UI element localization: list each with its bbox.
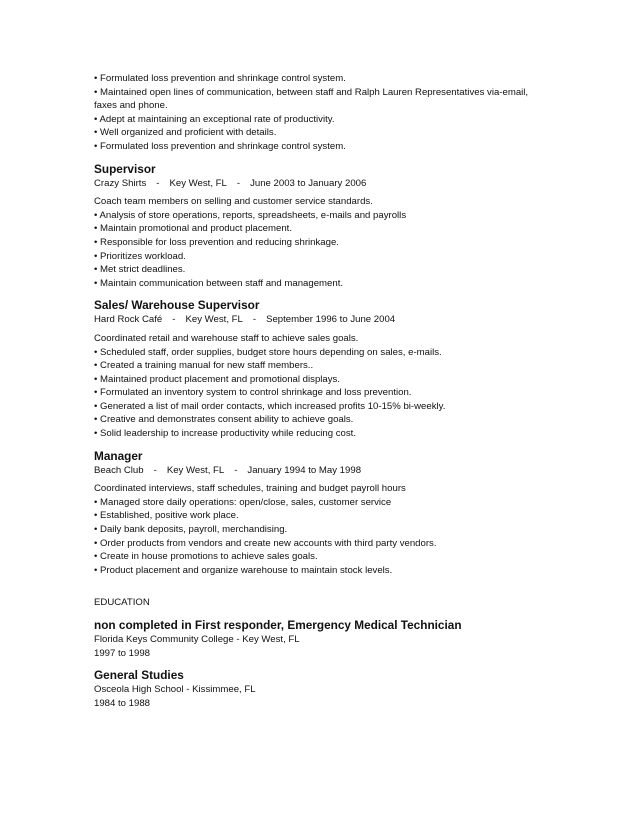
bullet-item: • Create in house promotions to achieve sales goals. [94,551,318,563]
education-title: General Studies [94,668,184,683]
bullet-item: • Well organized and proficient with details. [94,127,277,139]
job-title: Manager [94,448,143,463]
bullet-item: • Established, positive work place. [94,510,239,522]
education-entry [94,618,544,660]
job-entry [94,298,544,440]
section-heading: EDUCATION [94,597,150,609]
job-dates: September 1996 to June 2004 [266,314,396,326]
education-dates: 1984 to 1988 [94,697,151,709]
job-dates: January 1994 to May 1998 [247,464,362,476]
resume-page [94,72,544,710]
education-title: non completed in First responder, Emergency Medical Technician [94,618,462,632]
intro-bullets [94,72,544,154]
bullet-item: • Maintain communication between staff and management. [94,277,344,289]
bullet-item: • Met strict deadlines. [94,264,186,276]
job-location: Key West, FL [166,464,225,476]
bullet-item: • Maintained open lines of communication, between staff and Ralph Lauren Representatives via-email, faxes and phone. [94,86,529,112]
job-title: Sales/ Warehouse Supervisor [94,298,260,313]
bullet-item: • Generated a list of mail order contacts, which increased profits 10-15% bi-weekly. [94,400,446,412]
bullet-item: • Managed store daily operations: open/close, sales, customer service [94,496,392,508]
education-dates: 1997 to 1998 [94,647,151,659]
job-company: Hard Rock Café [94,314,163,326]
bullet-item: • Product placement and organize warehouse to maintain stock levels. [94,564,393,576]
bullet-item: • Creative and demonstrates consent ability to achieve goals. [94,414,354,426]
job-summary: Coordinated retail and warehouse staff to achieve sales goals. [94,332,359,344]
education-school: Florida Keys Community College - Key West, FL [94,634,300,645]
bullet-item: • Scheduled staff, order supplies, budget store hours depending on sales, e-mails. [94,346,442,358]
bullet-item: • Responsible for loss prevention and reducing shrinkage. [94,236,339,248]
job-summary: Coordinated interviews, staff schedules, training and budget payroll hours [94,483,406,495]
education-section [94,596,544,710]
bullet-item: • Maintained product placement and promotional displays. [94,373,341,385]
job-meta: Beach Club - Key West, FL - January 1994 to May 1998 [94,464,362,476]
job-entry [94,162,544,291]
bullet-item: • Maintain promotional and product placement. [94,223,293,235]
job-dates: June 2003 to January 2006 [250,177,367,189]
bullet-item: • Formulated loss prevention and shrinkage control system. [94,140,346,152]
job-location: Key West, FL [185,314,243,326]
job-entry [94,449,544,578]
bullet-item: • Formulated loss prevention and shrinkage control system. [94,73,346,84]
job-summary: Coach team members on selling and customer service standards. [94,196,373,208]
bullet-item: • Created a training manual for new staff members.. [94,360,314,372]
education-school: Osceola High School - Kissimmee, FL [94,684,256,696]
job-company: Crazy Shirts [94,177,147,189]
bullet-item: • Adept at maintaining an exceptional rate of productivity. [94,113,335,125]
bullet-item: • Formulated an inventory system to control shrinkage and loss prevention. [94,387,412,399]
education-entry [94,668,544,710]
job-company: Beach Club [94,464,144,476]
job-meta: Hard Rock Café - Key West, FL - September 1996 to June 2004 [94,314,396,326]
job-title: Supervisor [94,161,156,176]
bullet-item: • Order products from vendors and create new accounts with third party vendors. [94,537,437,549]
bullet-item: • Daily bank deposits, payroll, merchandising. [94,524,288,536]
bullet-item: • Prioritizes workload. [94,250,186,262]
bullet-item: • Analysis of store operations, reports, spreadsheets, e-mails and payrolls [94,209,407,221]
job-location: Key West, FL [169,177,227,189]
job-meta: Crazy Shirts - Key West, FL - June 2003 to January 2006 [94,177,367,189]
bullet-item: • Solid leadership to increase productivity while reducing cost. [94,428,356,440]
